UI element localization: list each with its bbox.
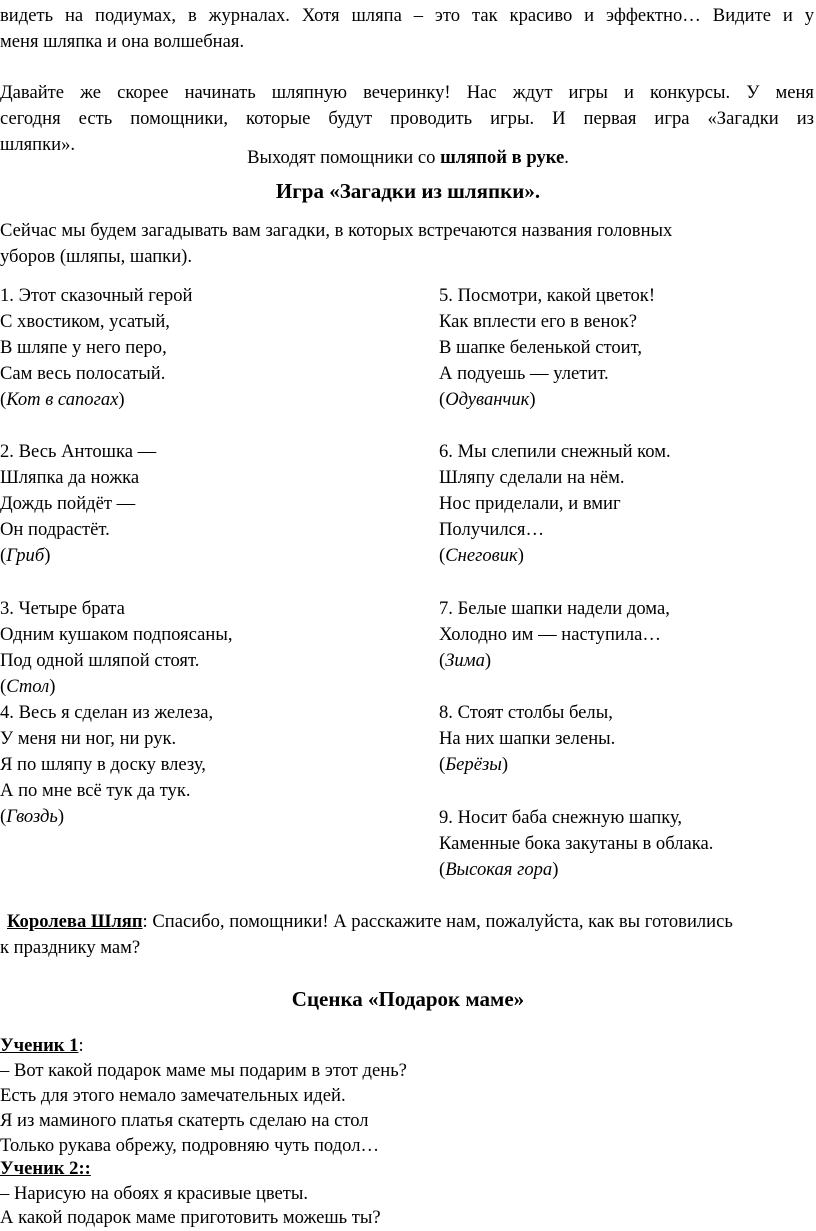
riddle-answer: (Высокая гора) [439, 859, 559, 880]
riddle-line: На них шапки зелены. [439, 728, 616, 749]
riddle-answer: (Одуванчик) [439, 389, 536, 410]
student-2-line: – Нарисую на обоях я красивые цветы. [0, 1183, 309, 1204]
riddle-line: У меня ни ног, ни рук. [0, 728, 177, 749]
riddle-line: А по мне всё тук да тук. [0, 780, 191, 801]
riddle-line: 4. Весь я сделан из железа, [0, 702, 214, 723]
helpers-stage-direction [0, 145, 816, 171]
riddle-line: 9. Носит баба снежную шапку, [439, 807, 683, 828]
scene-title: Сценка «Подарок маме» [291, 987, 525, 1011]
intro-paragraph-line-2: сегодня есть помощники, которые будут проводить игры. И первая игра «Загадки из [0, 108, 814, 129]
queen-name: Королева Шляп [7, 911, 143, 932]
riddle-line: Холодно им — наступила… [439, 624, 661, 645]
riddle-line: А подуешь — улетит. [439, 363, 609, 384]
riddle-line: В шляпе у него перо, [0, 337, 167, 358]
game-description-line-2: уборов (шляпы, шапки). [0, 246, 193, 267]
riddle-line: 8. Стоят столбы белы, [439, 702, 613, 723]
answer-text: Гриб [6, 545, 45, 566]
answer-text: Одуванчик [445, 389, 530, 410]
riddle-5 [439, 283, 655, 413]
riddle-8 [439, 700, 615, 778]
riddle-answer: (Зима) [439, 650, 492, 671]
answer-text: Снеговик [445, 545, 518, 566]
riddle-6 [439, 439, 671, 569]
intro-line-2: меня шляпка и она волшебная. [0, 31, 245, 52]
riddle-answer: (Гвоздь) [0, 806, 65, 827]
riddle-line: 1. Этот сказочный герой [0, 285, 193, 306]
answer-text: Высокая гора [445, 859, 553, 880]
riddle-answer: (Кот в сапогах) [0, 389, 125, 410]
student-1-line: – Вот какой подарок маме мы подарим в этот день? [0, 1060, 407, 1081]
riddle-line: Шляпка да ножка [0, 467, 140, 488]
intro-paragraph-line-3: шляпки». [0, 134, 76, 155]
answer-text: Кот в сапогах [6, 389, 119, 410]
riddle-line: 2. Весь Антошка — [0, 441, 157, 462]
game-description-line-1: Сейчас мы будем загадывать вам загадки, в которых встречаются названия головных [0, 220, 673, 241]
riddle-4 [0, 700, 213, 830]
riddle-line: Я по шляпу в доску влезу, [0, 754, 206, 775]
riddle-answer: (Гриб) [0, 545, 51, 566]
intro-paragraph-line-1: Давайте же скорее начинать шляпную вечеринку! Нас ждут игры и конкурсы. У меня [0, 82, 814, 103]
answer-text: Стол [6, 676, 50, 697]
riddle-line: С хвостиком, усатый, [0, 311, 170, 332]
queen-text: : Спасибо, помощники! А расскажите нам, пожалуйста, как вы готовились [142, 911, 733, 932]
riddle-line: 6. Мы слепили снежный ком. [439, 441, 671, 462]
riddle-line: 5. Посмотри, какой цветок! [439, 285, 656, 306]
helpers-prefix: Выходят помощники со [247, 147, 441, 168]
student-1-heading [0, 1033, 84, 1059]
queen-line-2: к празднику мам? [0, 937, 141, 958]
student-1-line: Есть для этого немало замечательных идей. [0, 1085, 346, 1106]
riddle-answer: (Стол) [0, 676, 56, 697]
riddle-line: В шапке беленькой стоит, [439, 337, 642, 358]
intro-line-1: видеть на подиумах, в журналах. Хотя шляпа – это так красиво и эффектно… Видите и у [0, 5, 814, 26]
helpers-suffix: . [564, 147, 569, 168]
student-2-label: Ученик 2:: [0, 1158, 91, 1179]
riddle-line: Он подрастёт. [0, 519, 110, 540]
riddle-line: 7. Белые шапки надели дома, [439, 598, 670, 619]
queen-line-1 [7, 909, 733, 935]
riddle-line: 3. Четыре брата [0, 598, 125, 619]
answer-text: Зима [445, 650, 485, 671]
riddle-line: Нос приделали, и вмиг [439, 493, 621, 514]
riddle-line: Одним кушаком подпоясаны, [0, 624, 233, 645]
riddle-line: Получился… [439, 519, 545, 540]
riddle-line: Каменные бока закутаны в облака. [439, 833, 714, 854]
riddle-7 [439, 596, 670, 674]
student-1-line: Я из маминого платья скатерть сделаю на стол [0, 1110, 369, 1131]
student-2-heading [0, 1156, 91, 1182]
riddle-line: Дождь пойдёт — [0, 493, 136, 514]
riddle-answer: (Снеговик) [439, 545, 524, 566]
riddle-line: Шляпу сделали на нём. [439, 467, 625, 488]
riddle-line: Как вплести его в венок? [439, 311, 638, 332]
answer-text: Берёзы [445, 754, 502, 775]
riddle-2 [0, 439, 156, 569]
student-1-colon: : [78, 1035, 84, 1056]
riddle-9 [439, 805, 713, 883]
answer-text: Гвоздь [6, 806, 58, 827]
riddle-line: Сам весь полосатый. [0, 363, 166, 384]
riddle-1 [0, 283, 192, 413]
riddle-line: Под одной шляпой стоят. [0, 650, 200, 671]
student-1-label: Ученик 1 [0, 1035, 79, 1056]
helpers-bold: шляпой в руке [440, 147, 565, 168]
riddle-3 [0, 596, 233, 700]
student-2-line: А какой подарок маме приготовить можешь ты? [0, 1207, 381, 1228]
student-1-line: Только рукава обрежу, подровняю чуть подол… [0, 1135, 380, 1156]
game-title: Игра «Загадки из шляпки». [275, 179, 541, 203]
riddle-answer: (Берёзы) [439, 754, 509, 775]
